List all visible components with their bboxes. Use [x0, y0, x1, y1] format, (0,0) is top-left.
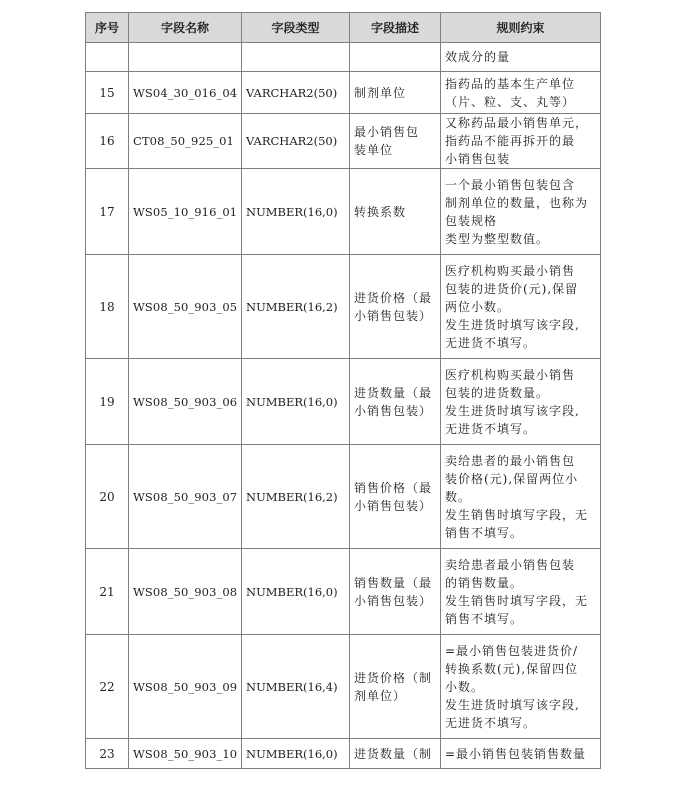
- cell-seq: 16: [86, 114, 129, 169]
- table-row: [86, 549, 601, 635]
- rule-line: 无进货不填写。: [445, 335, 537, 350]
- rule-line: 包装规格: [445, 213, 498, 228]
- rule-line: 卖给患者的最小销售包: [445, 453, 576, 468]
- rule-line: 销售不填写。: [445, 525, 524, 540]
- cell-field-desc: [350, 739, 441, 769]
- cell-seq: 23: [86, 739, 129, 769]
- cell-field-type: NUMBER(16,2): [242, 445, 350, 549]
- cell-seq: 17: [86, 169, 129, 255]
- desc-line: 进货数量（最: [354, 385, 433, 400]
- rule-line: 一个最小销售包装包含: [445, 177, 576, 192]
- rule-line: 发生进货时填写该字段,: [445, 403, 580, 418]
- desc-line: 装单位: [354, 143, 394, 157]
- cell-field-name: WS04_30_016_04: [129, 72, 242, 114]
- cell-field-desc: [350, 549, 441, 635]
- cell-field-name: WS08_50_903_09: [129, 635, 242, 739]
- desc-line: 销售价格（最: [354, 480, 433, 495]
- desc-line: 小销售包装）: [354, 498, 433, 513]
- rule-line: 小销售包装: [445, 152, 511, 166]
- table-row: [86, 255, 601, 359]
- rule-line: 两位小数。: [445, 299, 511, 314]
- cell-field-desc: [350, 43, 441, 72]
- rule-line: 销售不填写。: [445, 611, 524, 626]
- cell-field-name: WS08_50_903_08: [129, 549, 242, 635]
- rule-line: 转换系数(元),保留四位: [445, 661, 579, 676]
- rule-line: 医疗机构购买最小销售: [445, 263, 576, 278]
- cell-field-name: WS08_50_903_06: [129, 359, 242, 445]
- cell-field-desc: [350, 169, 441, 255]
- desc-line: 进货价格（制: [354, 670, 433, 685]
- desc-line: 小销售包装）: [354, 593, 433, 608]
- rule-line: 指药品不能再拆开的最: [445, 134, 576, 148]
- desc-line: 小销售包装）: [354, 403, 433, 418]
- header-field-desc: 字段描述: [350, 13, 441, 43]
- cell-field-desc: [350, 445, 441, 549]
- cell-field-desc: [350, 114, 441, 169]
- cell-rule: [441, 739, 601, 769]
- header-seq: 序号: [86, 13, 129, 43]
- table-row: [86, 635, 601, 739]
- cell-rule: [441, 445, 601, 549]
- desc-line: 小销售包装）: [354, 308, 433, 323]
- header-rule: 规则约束: [441, 13, 601, 43]
- table-row: [86, 114, 601, 169]
- cell-field-type: NUMBER(16,0): [242, 549, 350, 635]
- page-crop-edge: [0, 779, 683, 791]
- rule-line: 发生进货时填写该字段,: [445, 697, 580, 712]
- cell-field-type: NUMBER(16,2): [242, 255, 350, 359]
- table-row: [86, 43, 601, 72]
- desc-line: 制剂单位: [354, 85, 407, 100]
- desc-line: 进货价格（最: [354, 290, 433, 305]
- cell-field-type: NUMBER(16,0): [242, 739, 350, 769]
- cell-seq: 20: [86, 445, 129, 549]
- cell-rule: [441, 169, 601, 255]
- table-row: [86, 445, 601, 549]
- cell-field-name: WS08_50_903_05: [129, 255, 242, 359]
- rule-line: 发生销售时填写字段，无: [445, 507, 589, 522]
- cell-field-type: NUMBER(16,4): [242, 635, 350, 739]
- rule-line: 包装的进货数量。: [445, 385, 550, 400]
- cell-seq: 19: [86, 359, 129, 445]
- rule-line: =最小销售包装进货价/: [445, 643, 579, 658]
- desc-line: 剂单位）: [354, 688, 407, 703]
- table-row: [86, 169, 601, 255]
- cell-field-name: WS08_50_903_10: [129, 739, 242, 769]
- desc-line: 转换系数: [354, 204, 407, 219]
- header-field-name: 字段名称: [129, 13, 242, 43]
- table-row: [86, 739, 601, 769]
- cell-seq: 18: [86, 255, 129, 359]
- cell-field-name: WS05_10_916_01: [129, 169, 242, 255]
- rule-line: 又称药品最小销售单元，: [445, 116, 589, 130]
- cell-rule: [441, 114, 601, 169]
- rule-line: 的销售数量。: [445, 575, 524, 590]
- cell-field-type: VARCHAR2(50): [242, 72, 350, 114]
- rule-line: 制剂单位的数量，也称为: [445, 195, 589, 210]
- table-header-row: [86, 13, 601, 43]
- rule-line: 发生进货时填写该字段,: [445, 317, 580, 332]
- cell-field-type: NUMBER(16,0): [242, 169, 350, 255]
- rule-line: 包装的进货价(元),保留: [445, 281, 579, 296]
- cell-field-desc: [350, 635, 441, 739]
- table-row: [86, 359, 601, 445]
- rule-line: 无进货不填写。: [445, 715, 537, 730]
- rule-line: 类型为整型数值。: [445, 231, 550, 246]
- header-field-type: 字段类型: [242, 13, 350, 43]
- rule-line: 效成分的量: [445, 50, 511, 64]
- cell-seq: 22: [86, 635, 129, 739]
- rule-line: （片、粒、支、丸等）: [445, 94, 576, 109]
- rule-line: 数。: [445, 489, 472, 504]
- table-row: [86, 72, 601, 114]
- rule-line: 卖给患者最小销售包装: [445, 557, 576, 572]
- rule-line: 医疗机构购买最小销售: [445, 367, 576, 382]
- cell-seq: 21: [86, 549, 129, 635]
- cell-field-type: VARCHAR2(50): [242, 114, 350, 169]
- cell-rule: [441, 255, 601, 359]
- desc-line: 销售数量（最: [354, 575, 433, 590]
- rule-line: 指药品的基本生产单位: [445, 76, 576, 91]
- cell-field-type: NUMBER(16,0): [242, 359, 350, 445]
- cell-rule: [441, 72, 601, 114]
- cell-field-name: CT08_50_925_01: [129, 114, 242, 169]
- rule-line: 无进货不填写。: [445, 421, 537, 436]
- cell-rule: [441, 359, 601, 445]
- cell-seq: [86, 43, 129, 72]
- field-spec-table: [85, 12, 601, 769]
- rule-line: 小数。: [445, 679, 485, 694]
- cell-seq: 15: [86, 72, 129, 114]
- desc-line: 进货数量（制: [354, 746, 433, 761]
- cell-field-name: [129, 43, 242, 72]
- cell-rule: [441, 43, 601, 72]
- cell-rule: [441, 549, 601, 635]
- cell-field-name: WS08_50_903_07: [129, 445, 242, 549]
- cell-field-type: [242, 43, 350, 72]
- rule-line: =最小销售包装销售数量: [445, 746, 587, 761]
- cell-field-desc: [350, 72, 441, 114]
- rule-line: 装价格(元),保留两位小: [445, 471, 579, 486]
- cell-rule: [441, 635, 601, 739]
- rule-line: 发生销售时填写字段，无: [445, 593, 589, 608]
- cell-field-desc: [350, 359, 441, 445]
- cell-field-desc: [350, 255, 441, 359]
- desc-line: 最小销售包: [354, 125, 420, 139]
